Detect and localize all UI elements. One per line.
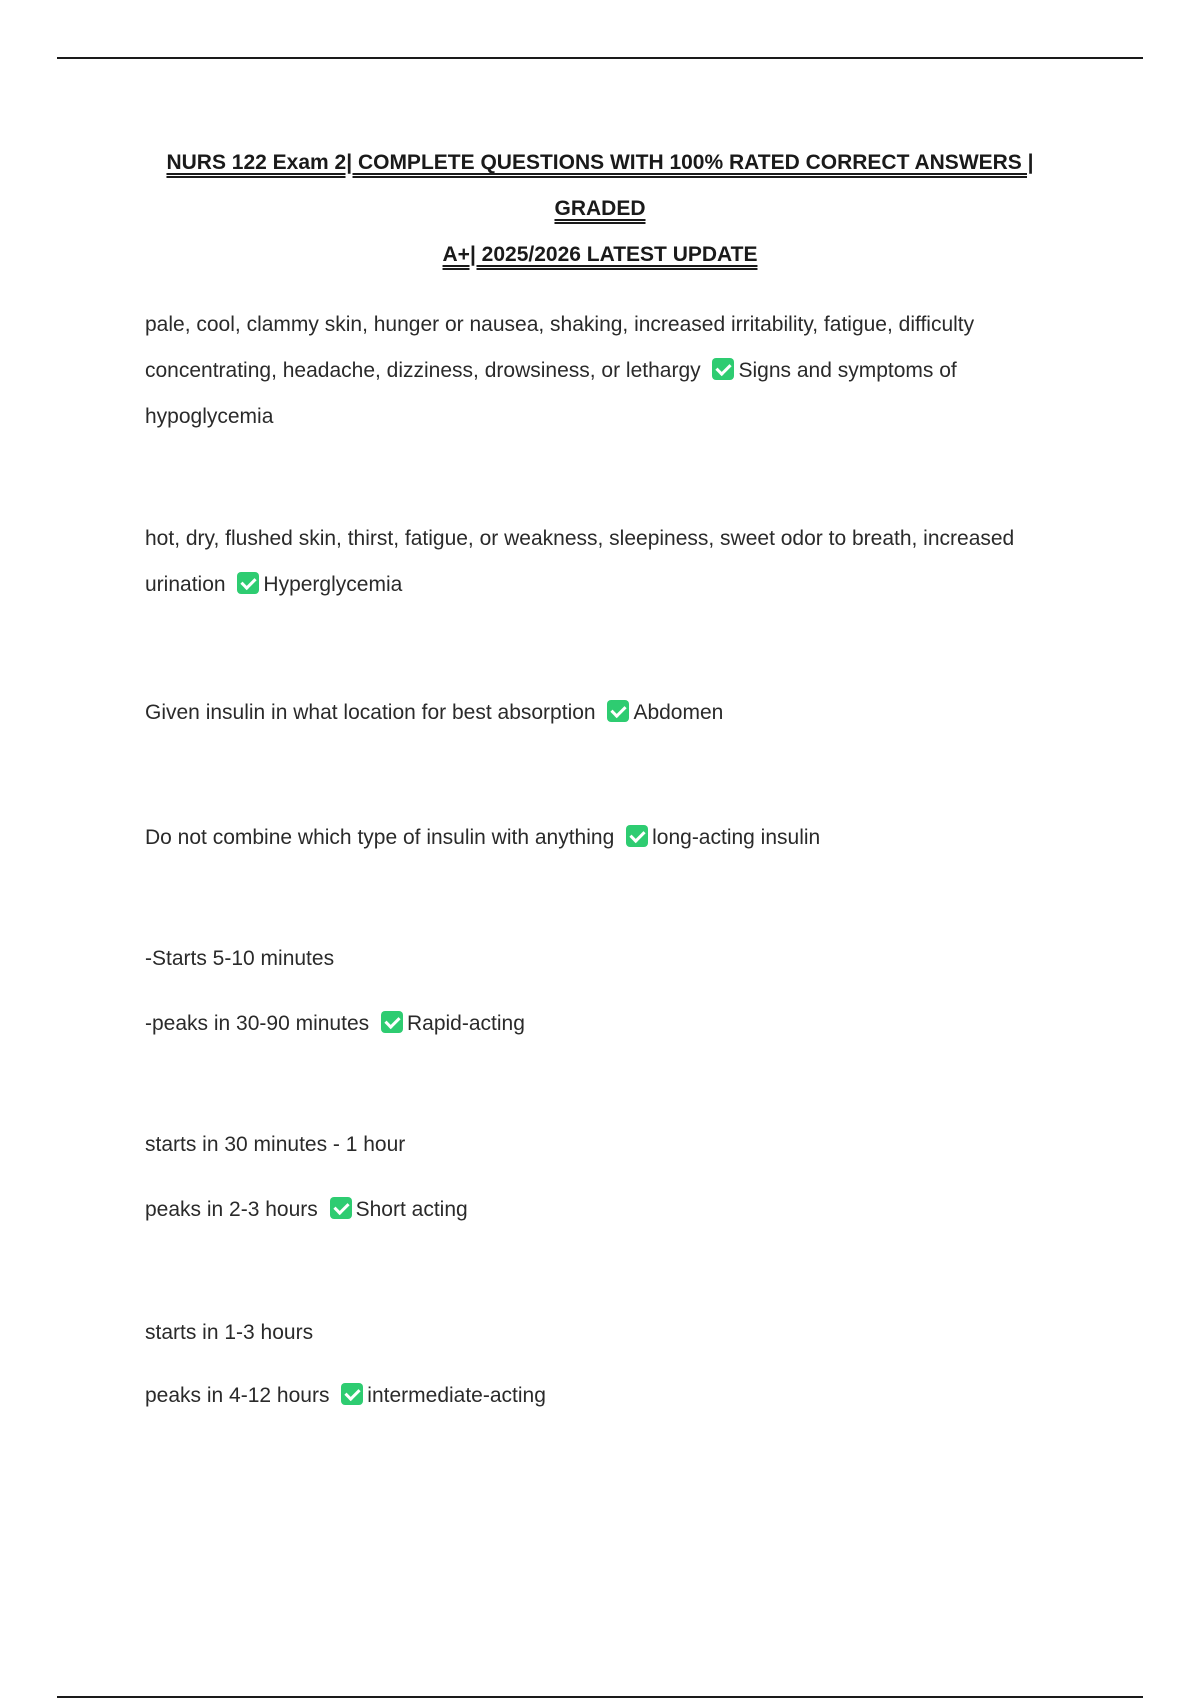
question-line-2: peaks in 2-3 hours	[145, 1198, 318, 1221]
answer-text: Hyperglycemia	[263, 573, 403, 596]
check-mark-icon	[607, 700, 629, 722]
question-line-2: -peaks in 30-90 minutes	[145, 1012, 370, 1035]
check-mark-icon	[341, 1383, 363, 1405]
check-mark-icon	[626, 825, 648, 847]
document-title	[130, 140, 1070, 278]
qa-item-4	[145, 823, 820, 853]
check-mark-icon	[381, 1011, 403, 1033]
question-text: hot, dry, flushed skin, thirst, fatigue, or weakness, sleepiness, sweet odor to breath, increased urination	[145, 527, 1015, 596]
answer-text: long-acting insulin	[652, 826, 821, 849]
question-line-2: peaks in 4-12 hours	[145, 1384, 330, 1407]
question-line-2-row	[145, 1195, 468, 1225]
question-line-2-row	[145, 1009, 525, 1039]
question-text: Do not combine which type of insulin with anything	[145, 826, 615, 849]
top-rule	[57, 57, 1143, 59]
question-line-2-row	[145, 1381, 546, 1411]
check-mark-icon	[712, 358, 734, 380]
answer-text: Signs and symptoms of hypoglycemia	[145, 359, 957, 428]
bottom-rule	[57, 1696, 1143, 1698]
question-text: Given insulin in what location for best absorption	[145, 701, 596, 724]
check-mark-icon	[237, 572, 259, 594]
answer-text: Rapid-acting	[406, 1012, 525, 1035]
answer-text: intermediate-acting	[367, 1384, 546, 1407]
question-text: pale, cool, clammy skin, hunger or nausea, shaking, increased irritability, fatigue, difficulty concentrating, headache, dizziness, drowsiness, or lethargy	[145, 313, 975, 382]
check-mark-icon	[330, 1197, 352, 1219]
qa-item-3	[145, 698, 723, 728]
answer-text: Abdomen	[633, 701, 724, 724]
qa-item-1	[145, 302, 1085, 440]
title-line-2: A+| 2025/2026 LATEST UPDATE	[442, 243, 758, 266]
answer-text: Short acting	[355, 1198, 468, 1221]
question-line-1: starts in 1-3 hours	[145, 1321, 314, 1344]
qa-item-2	[145, 516, 1085, 608]
question-line-1: -Starts 5-10 minutes	[145, 947, 335, 970]
question-line-1: starts in 30 minutes - 1 hour	[145, 1133, 406, 1156]
title-line-1: NURS 122 Exam 2| COMPLETE QUESTIONS WITH 100% RATED CORRECT ANSWERS | GRADED	[166, 151, 1034, 220]
